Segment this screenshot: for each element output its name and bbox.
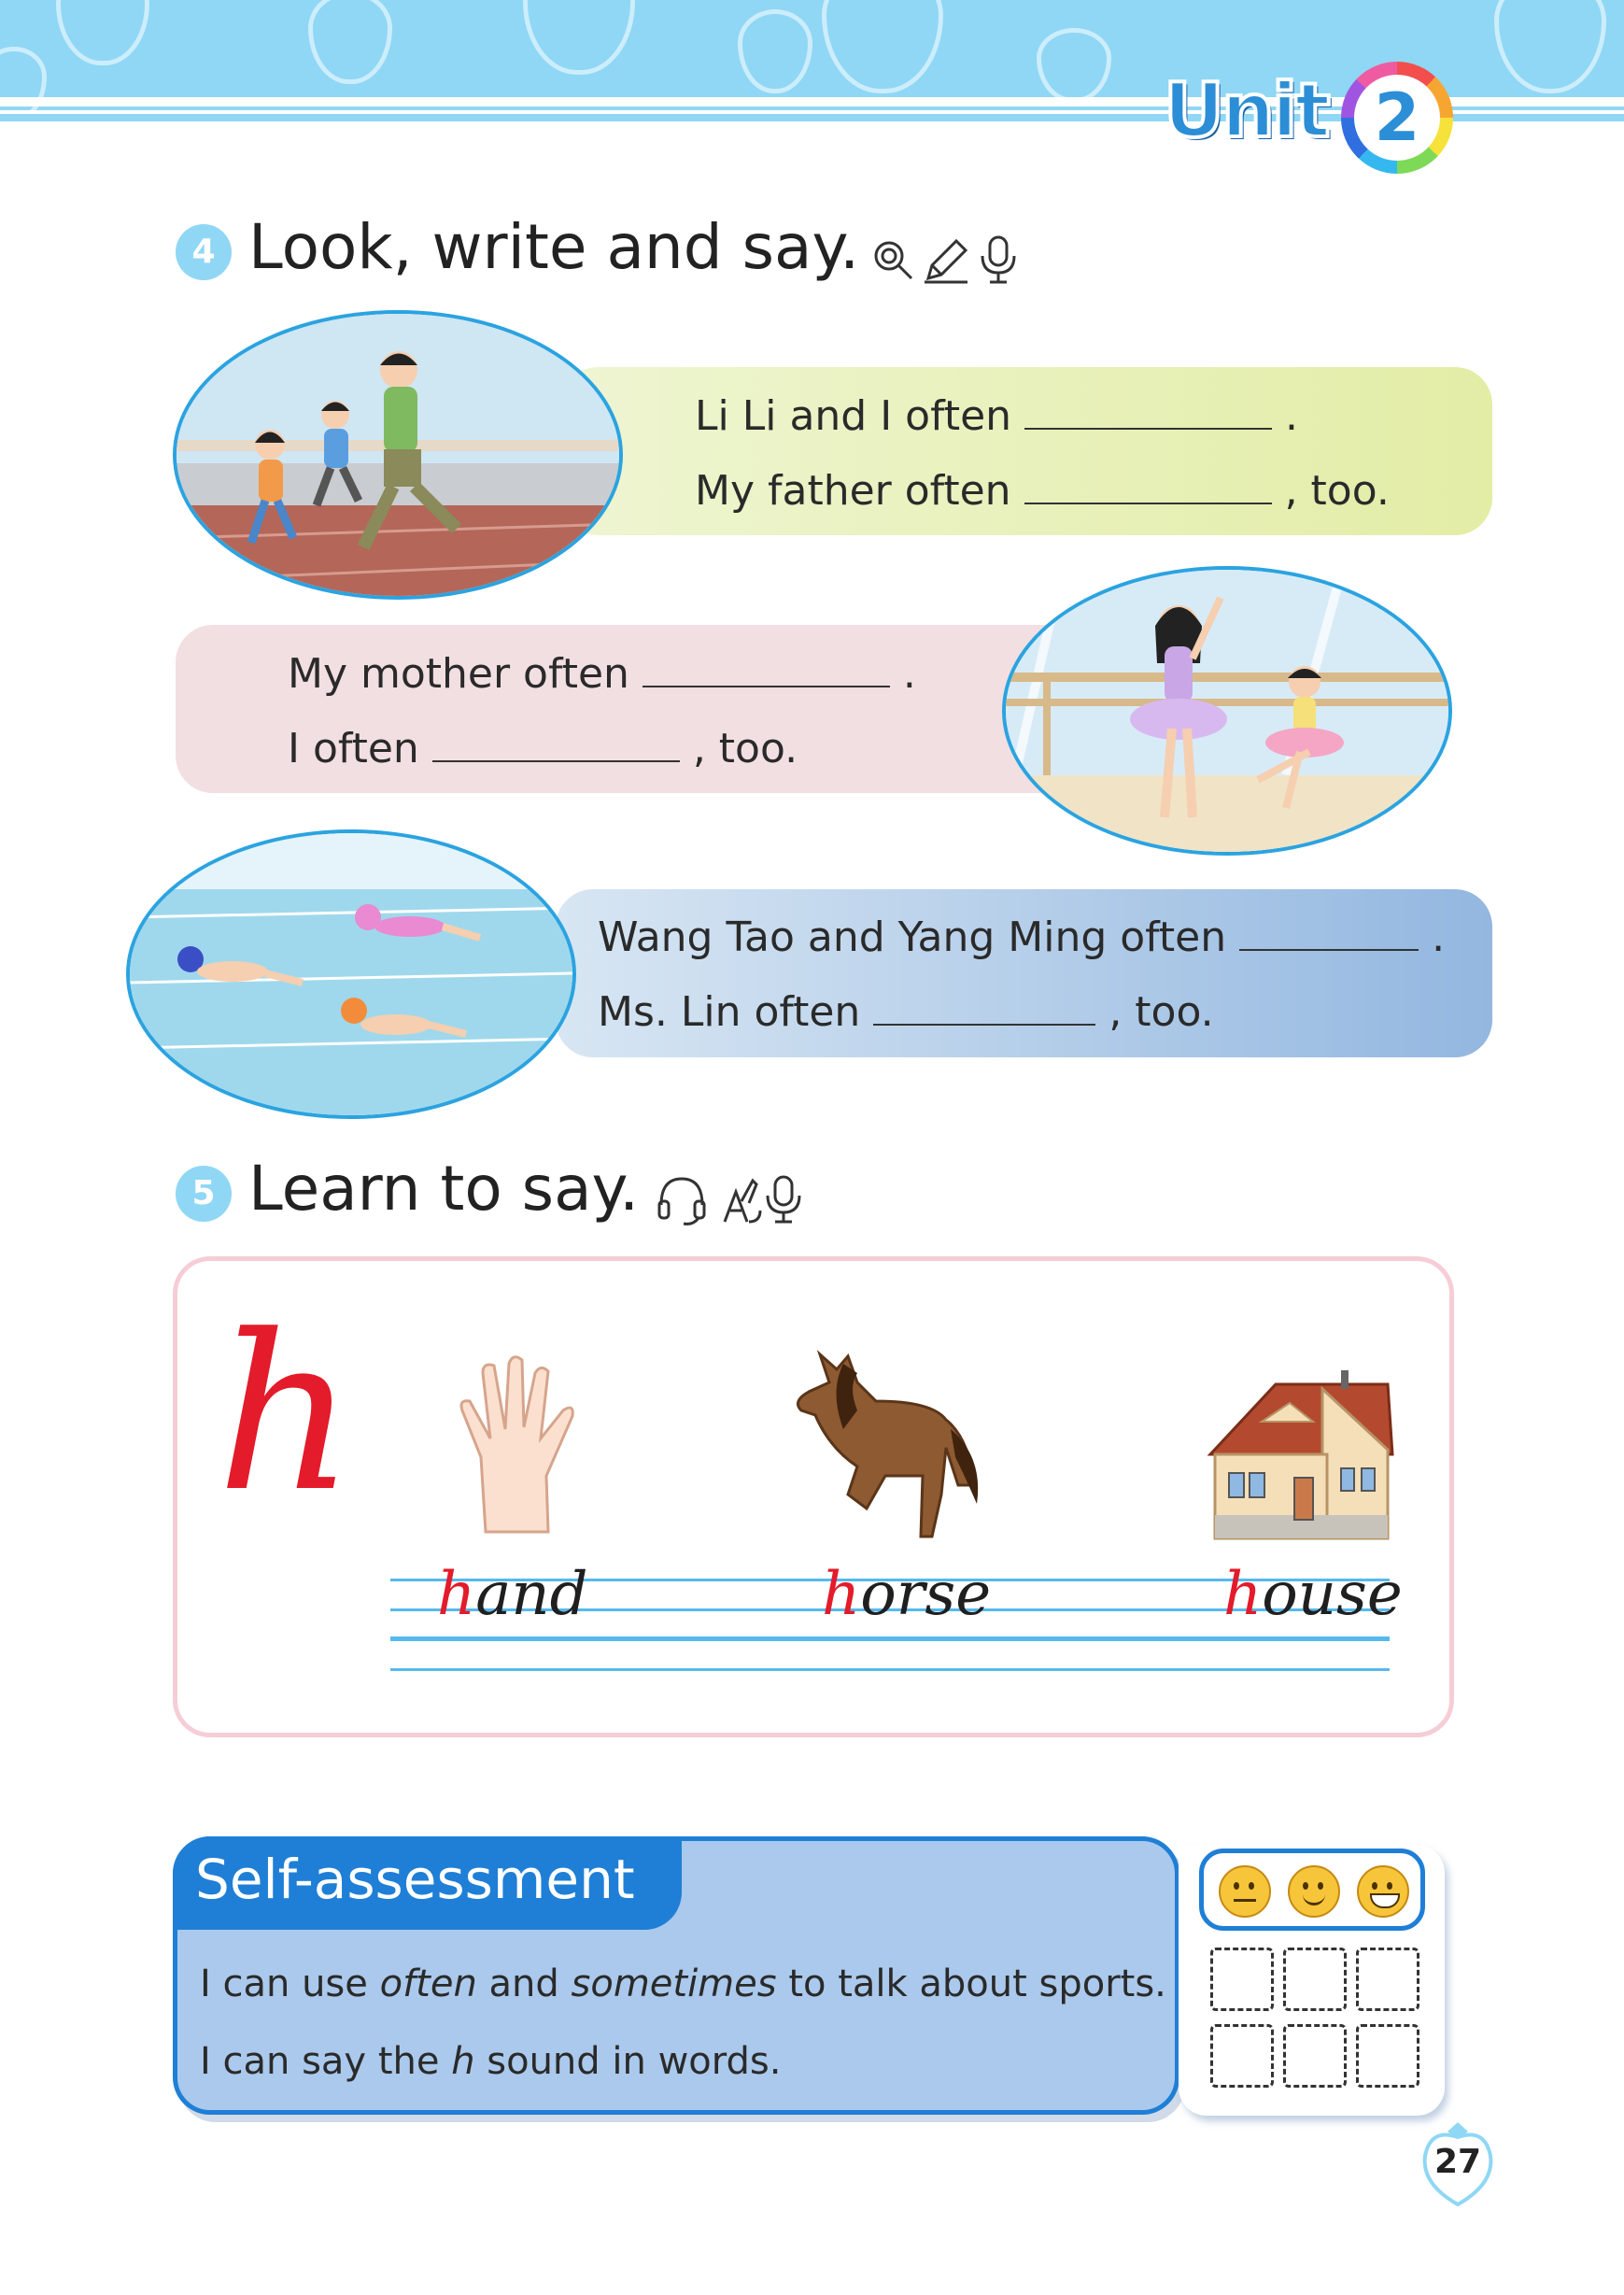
guide-line bbox=[390, 1668, 1390, 1671]
unit-number: 2 bbox=[1374, 79, 1420, 156]
unit-label: Unit bbox=[1164, 67, 1328, 154]
self-assessment-title: Self-assessment bbox=[195, 1848, 635, 1911]
magnifier-icon bbox=[876, 243, 911, 278]
rating-checkbox[interactable] bbox=[1356, 1948, 1419, 2011]
ballet-scene-image bbox=[1002, 566, 1452, 856]
guide-line-base bbox=[390, 1636, 1390, 1641]
unit-badge bbox=[1158, 58, 1462, 170]
section-5-title: Learn to say. bbox=[248, 1153, 640, 1225]
rating-checkbox[interactable] bbox=[1283, 2024, 1347, 2088]
pencil-icon bbox=[925, 241, 967, 282]
exercise-3-blank-1[interactable] bbox=[1239, 949, 1419, 951]
word-horse: horse bbox=[822, 1560, 992, 1629]
exercise-2-line-1: My mother often bbox=[288, 650, 629, 698]
swimming-scene-image bbox=[126, 829, 576, 1119]
self-assessment-tab bbox=[173, 1836, 682, 1930]
exercise-3-line-1-end: . bbox=[1432, 914, 1446, 961]
microphone-icon bbox=[982, 237, 1014, 282]
exercise-2-line-2: I often bbox=[288, 725, 419, 772]
unit-number-circle bbox=[1341, 62, 1453, 174]
word-hand: hand bbox=[437, 1560, 588, 1629]
headphones-icon bbox=[659, 1179, 704, 1224]
exercise-3-line-1: Wang Tao and Yang Ming often bbox=[598, 914, 1227, 961]
section-4-icons bbox=[870, 234, 1029, 286]
neutral-face-icon bbox=[1219, 1865, 1271, 1918]
exercise-3-line-2: Ms. Lin often bbox=[598, 988, 861, 1036]
exercise-2-blank-2[interactable] bbox=[432, 760, 680, 762]
self-assessment-box bbox=[173, 1836, 1179, 2115]
rating-checkbox[interactable] bbox=[1210, 1948, 1274, 2011]
rating-panel bbox=[1179, 1845, 1445, 2116]
rating-checkbox[interactable] bbox=[1283, 1948, 1347, 2011]
section-5-number: 5 bbox=[176, 1166, 232, 1222]
running-scene-image bbox=[173, 310, 623, 600]
rating-checkbox[interactable] bbox=[1210, 2024, 1274, 2088]
exercise-3-blank-2[interactable] bbox=[873, 1024, 1095, 1026]
exercise-1-line-1: Li Li and I often bbox=[695, 392, 1012, 440]
big-letter: h bbox=[217, 1290, 356, 1539]
exercise-2-line-1-end: . bbox=[902, 650, 916, 698]
exercise-1-line-1-end: . bbox=[1285, 392, 1299, 440]
hand-icon bbox=[444, 1345, 584, 1541]
horse-icon bbox=[792, 1345, 979, 1541]
pointing-icon bbox=[725, 1181, 760, 1222]
smile-face-icon bbox=[1288, 1865, 1340, 1918]
self-assessment-line-2: I can say the h sound in words. bbox=[200, 2040, 782, 2083]
exercise-2-line-2-end: , too. bbox=[692, 725, 798, 772]
exercise-1-line-2: My father often bbox=[695, 467, 1011, 515]
word-house: house bbox=[1223, 1560, 1403, 1629]
exercise-1-blank-2[interactable] bbox=[1024, 503, 1272, 504]
page-number-badge bbox=[1419, 2118, 1496, 2208]
face-bar bbox=[1199, 1849, 1425, 1931]
house-icon bbox=[1201, 1366, 1397, 1543]
grin-face-icon bbox=[1357, 1865, 1409, 1918]
exercise-2-blank-1[interactable] bbox=[643, 686, 890, 687]
page-number: 27 bbox=[1433, 2143, 1482, 2181]
exercise-1-line-2-end: , too. bbox=[1284, 467, 1390, 515]
microphone-icon bbox=[768, 1177, 799, 1222]
section-4-title: Look, write and say. bbox=[248, 211, 860, 283]
section-5-icons bbox=[656, 1173, 814, 1225]
exercise-1-blank-1[interactable] bbox=[1024, 428, 1272, 430]
exercise-3-line-2-end: , too. bbox=[1109, 988, 1214, 1036]
self-assessment-line-1: I can use often and sometimes to talk about sports. bbox=[200, 1962, 1166, 2005]
rating-checkbox[interactable] bbox=[1356, 2024, 1419, 2088]
section-4-number: 4 bbox=[176, 224, 232, 280]
